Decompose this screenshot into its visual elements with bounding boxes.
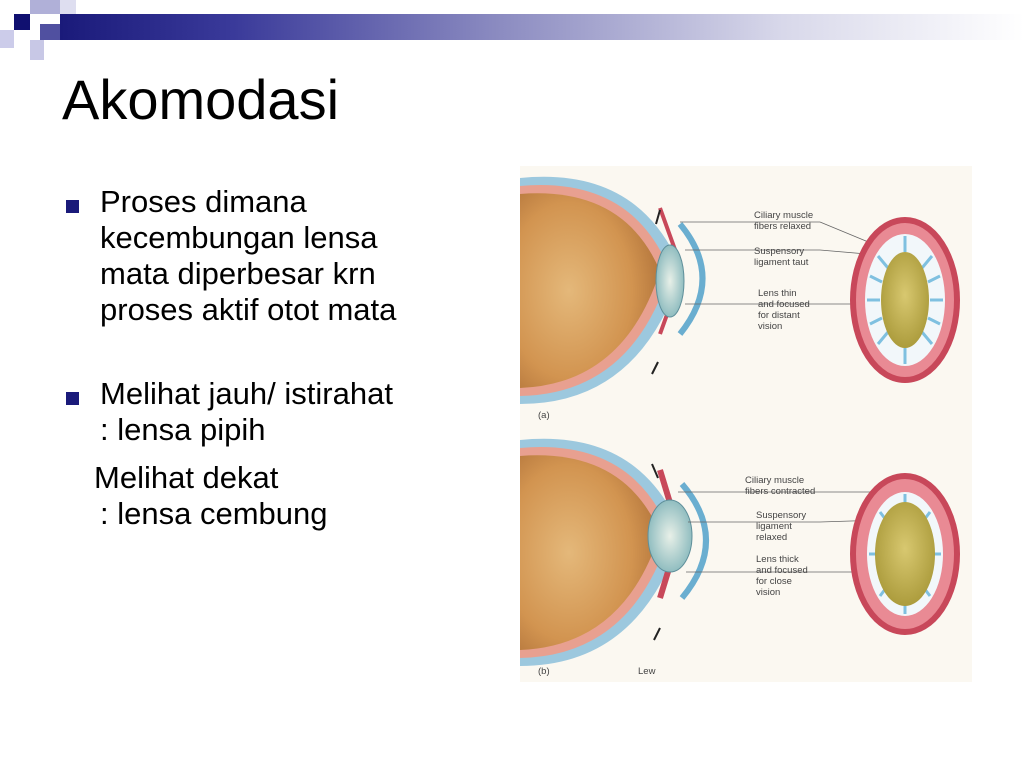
bullet-line: mata diperbesar krn xyxy=(100,256,376,291)
bullet-line: Melihat jauh/ istirahat xyxy=(100,376,393,411)
decor-square xyxy=(60,0,76,14)
sub-paragraph xyxy=(62,460,492,532)
label-ciliary-b-1: Ciliary muscle xyxy=(745,475,805,486)
lens-front-view xyxy=(875,502,935,606)
bullet-square-icon xyxy=(66,392,79,405)
bullet-list xyxy=(62,184,492,532)
bullet-line: Proses dimana xyxy=(100,184,307,219)
lens-thin xyxy=(656,245,684,317)
label-lens-a-2: and focused xyxy=(758,299,810,310)
panel-a-tag: (a) xyxy=(538,410,550,421)
eye-diagram xyxy=(520,166,972,682)
bullet-line: : lensa pipih xyxy=(100,412,266,447)
label-lens-a-4: vision xyxy=(758,321,783,332)
label-suspensory-a-2: ligament taut xyxy=(754,257,809,268)
decor-square xyxy=(14,14,30,30)
label-ciliary-b-2: fibers contracted xyxy=(745,486,816,497)
panel-b-tag: (b) xyxy=(538,666,550,677)
label-lens-b-1: Lens thick xyxy=(756,554,799,565)
paragraph-line: Melihat dekat xyxy=(94,460,279,495)
panel-b xyxy=(520,439,957,677)
arrow-icon xyxy=(654,628,660,640)
bullet-line: kecembungan lensa xyxy=(100,220,378,255)
paragraph-line: : lensa cembung xyxy=(100,496,328,531)
arrow-icon xyxy=(652,362,658,374)
artist-signature: Lew xyxy=(638,666,656,677)
bullet-item xyxy=(62,376,492,448)
decor-square xyxy=(0,30,14,48)
label-suspensory-b-2: ligament xyxy=(756,521,792,532)
label-lens-a-1: Lens thin xyxy=(758,288,797,299)
bullet-square-icon xyxy=(66,200,79,213)
bullet-item xyxy=(62,184,492,328)
decor-square xyxy=(30,40,44,60)
label-lens-a-3: for distant xyxy=(758,310,800,321)
arrow-icon xyxy=(656,210,660,224)
label-suspensory-b-1: Suspensory xyxy=(756,510,807,521)
label-ciliary-a-1: Ciliary muscle xyxy=(754,210,814,221)
label-lens-b-2: and focused xyxy=(756,565,808,576)
eye-accommodation-figure xyxy=(520,166,972,682)
label-lens-b-3: for close xyxy=(756,576,792,587)
header-gradient-bar xyxy=(60,14,1024,40)
arrow-icon xyxy=(652,464,658,478)
bullet-line: proses aktif otot mata xyxy=(100,292,397,327)
slide-title: Akomodasi xyxy=(62,68,340,131)
decor-square xyxy=(30,0,60,14)
label-ciliary-a-2: fibers relaxed xyxy=(754,221,812,232)
lens-front-view xyxy=(881,252,929,348)
lens-thick xyxy=(648,500,692,572)
decor-square xyxy=(40,24,60,40)
label-lens-b-4: vision xyxy=(756,587,781,598)
label-suspensory-a-1: Suspensory xyxy=(754,246,805,257)
panel-a xyxy=(520,177,957,421)
label-suspensory-b-3: relaxed xyxy=(756,532,788,543)
